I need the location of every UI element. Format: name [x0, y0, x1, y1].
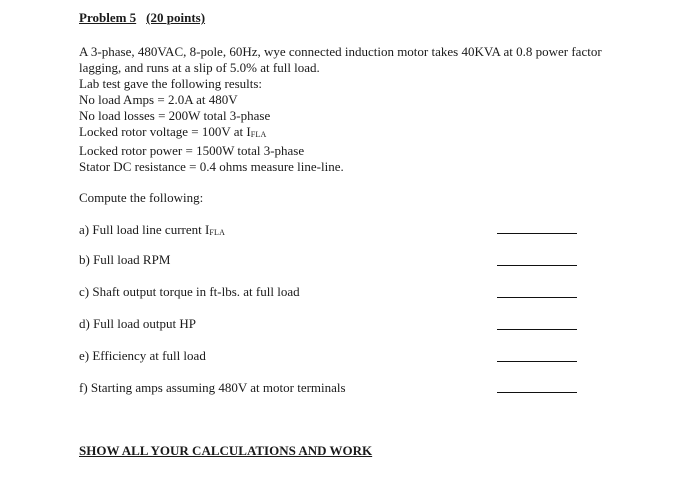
answer-blank-e[interactable]	[497, 361, 577, 362]
question-b: b) Full load RPM	[79, 252, 171, 267]
no-load-losses: No load losses = 200W total 3-phase	[79, 108, 271, 123]
locked-rotor-voltage-text: Locked rotor voltage = 100V at I	[79, 124, 251, 139]
question-c: c) Shaft output torque in ft-lbs. at full load	[79, 284, 300, 299]
question-e: e) Efficiency at full load	[79, 348, 206, 363]
question-a-text: a) Full load line current I	[79, 222, 210, 237]
no-load-amps: No load Amps = 2.0A at 480V	[79, 92, 238, 107]
lab-test-intro: Lab test gave the following results:	[79, 76, 263, 91]
problem-title: Problem 5	[79, 10, 137, 25]
locked-rotor-voltage	[79, 124, 639, 143]
show-work-instruction: SHOW ALL YOUR CALCULATIONS AND WORK	[79, 443, 373, 458]
compute-label: Compute the following:	[79, 190, 204, 205]
stator-resistance: Stator DC resistance = 0.4 ohms measure line-line.	[79, 159, 344, 174]
problem-heading	[79, 10, 205, 26]
answer-blank-b[interactable]	[497, 265, 577, 266]
question-d: d) Full load output HP	[79, 316, 197, 331]
question-f: f) Starting amps assuming 480V at motor terminals	[79, 380, 346, 395]
answer-blank-a[interactable]	[497, 233, 577, 234]
problem-points: (20 points)	[146, 10, 206, 25]
locked-rotor-power: Locked rotor power = 1500W total 3-phase	[79, 143, 305, 158]
question-a-subscript: FLA	[209, 228, 226, 237]
answer-blank-d[interactable]	[497, 329, 577, 330]
problem-statement-block	[79, 44, 639, 175]
answer-blank-c[interactable]	[497, 297, 577, 298]
question-a	[79, 222, 225, 238]
answer-blank-f[interactable]	[497, 392, 577, 393]
problem-statement: A 3-phase, 480VAC, 8-pole, 60Hz, wye connected induction motor takes 40KVA at 0.8 power factor lagging, and runs at a slip of 5.0% at full load.	[79, 44, 602, 75]
locked-rotor-voltage-subscript: FLA	[250, 130, 267, 139]
